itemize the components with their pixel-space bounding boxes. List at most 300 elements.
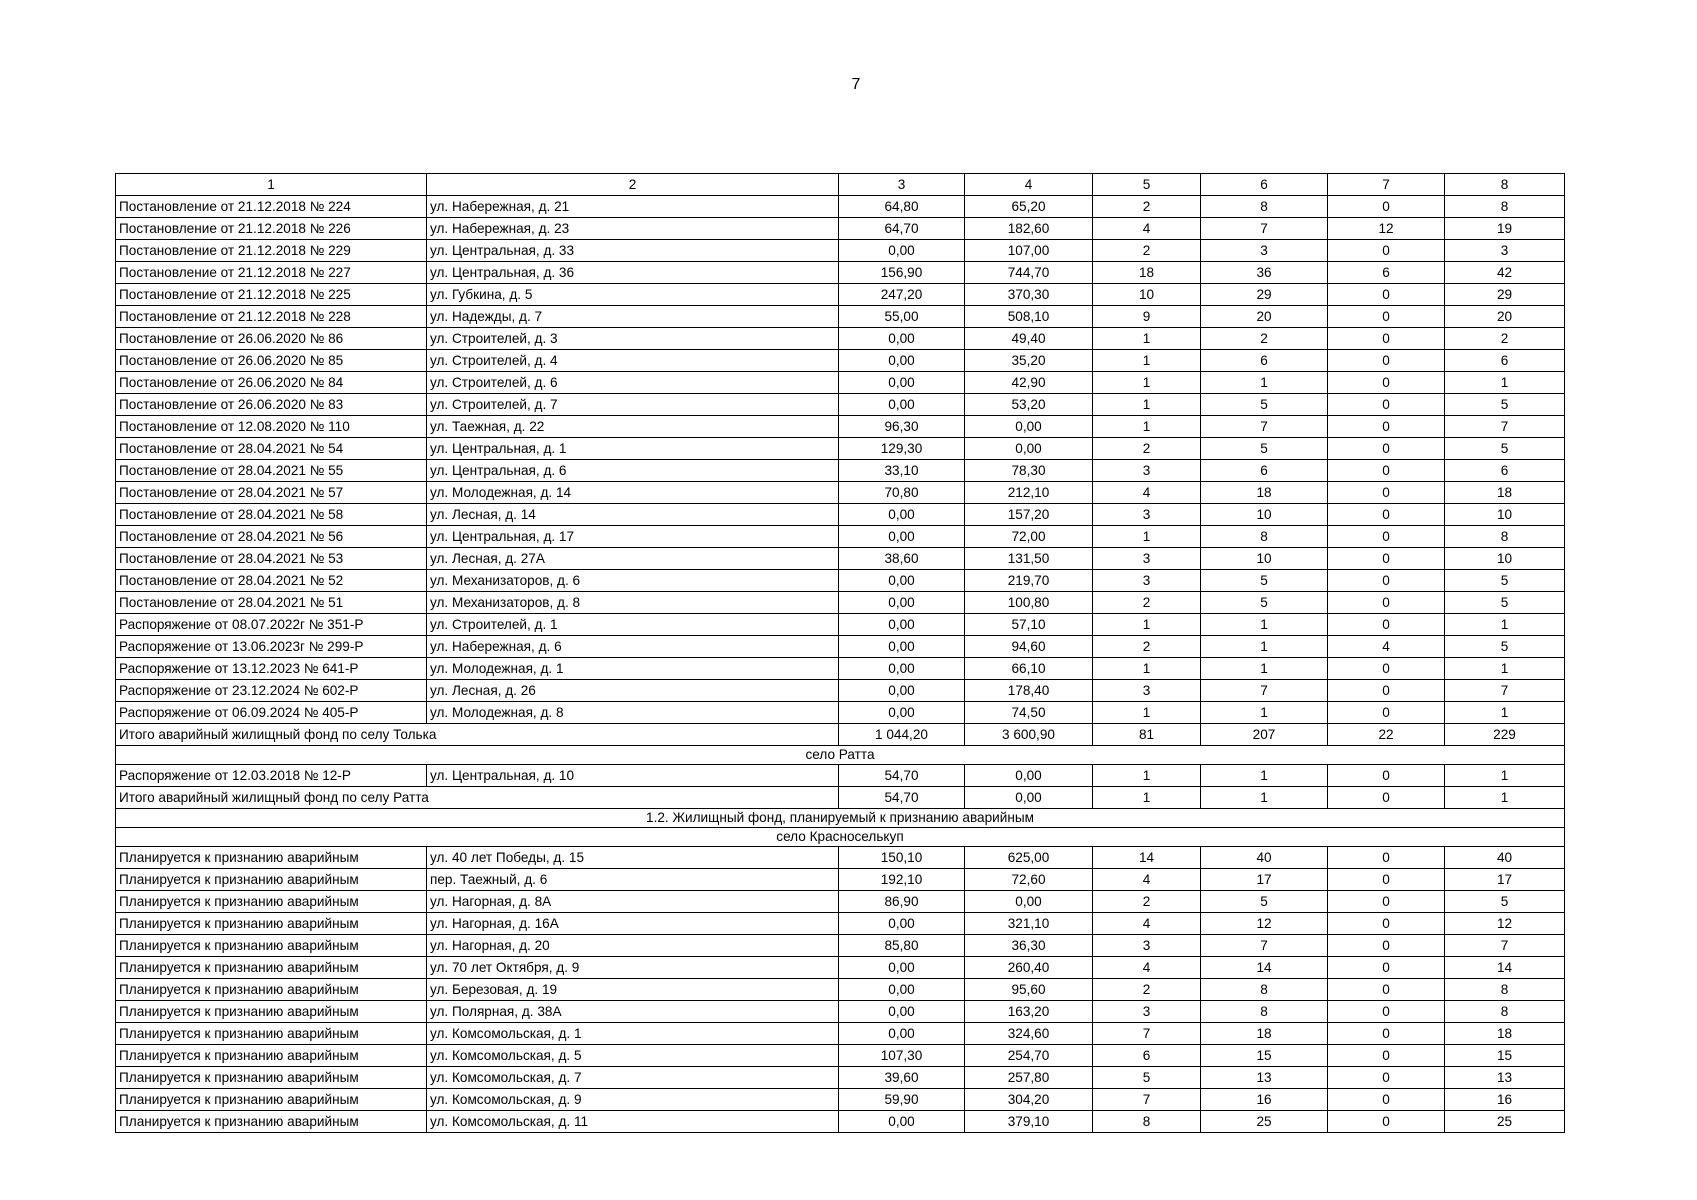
value-cell: 0,00: [839, 1111, 965, 1133]
document-cell: Планируется к признанию аварийным: [116, 1089, 427, 1111]
address-cell: ул. Центральная, д. 36: [427, 262, 839, 284]
document-cell: Планируется к признанию аварийным: [116, 1111, 427, 1133]
value-cell: 0,00: [839, 526, 965, 548]
value-cell: 0: [1328, 570, 1445, 592]
value-cell: 0,00: [839, 592, 965, 614]
housing-table: [115, 173, 1565, 1133]
table-row: [116, 680, 1565, 702]
total-label: Итого аварийный жилищный фонд по селу Толька: [116, 724, 839, 746]
value-cell: 8: [1445, 1001, 1565, 1023]
value-cell: 20: [1445, 306, 1565, 328]
value-cell: 2: [1093, 196, 1201, 218]
table-row: [116, 636, 1565, 658]
value-cell: 74,50: [965, 702, 1093, 724]
value-cell: 1: [1445, 658, 1565, 680]
value-cell: 0,00: [839, 680, 965, 702]
value-cell: 8: [1201, 979, 1328, 1001]
value-cell: 0: [1328, 1001, 1445, 1023]
value-cell: 8: [1445, 526, 1565, 548]
value-cell: 5: [1093, 1067, 1201, 1089]
value-cell: 7: [1201, 680, 1328, 702]
value-cell: 2: [1093, 438, 1201, 460]
page-number: 7: [851, 76, 861, 93]
address-cell: ул. Центральная, д. 17: [427, 526, 839, 548]
value-cell: 18: [1445, 482, 1565, 504]
value-cell: 0,00: [839, 394, 965, 416]
value-cell: 57,10: [965, 614, 1093, 636]
document-cell: Планируется к признанию аварийным: [116, 913, 427, 935]
document-cell: Постановление от 21.12.2018 № 225: [116, 284, 427, 306]
value-cell: 25: [1445, 1111, 1565, 1133]
value-cell: 0: [1328, 548, 1445, 570]
value-cell: 0: [1328, 350, 1445, 372]
value-cell: 321,10: [965, 913, 1093, 935]
value-cell: 10: [1201, 504, 1328, 526]
document-cell: Планируется к признанию аварийным: [116, 979, 427, 1001]
value-cell: 7: [1093, 1089, 1201, 1111]
table-row: [116, 1045, 1565, 1067]
document-cell: Постановление от 28.04.2021 № 52: [116, 570, 427, 592]
document-cell: Постановление от 28.04.2021 № 53: [116, 548, 427, 570]
total-value-cell: 1: [1445, 787, 1565, 809]
value-cell: 78,30: [965, 460, 1093, 482]
value-cell: 29: [1201, 284, 1328, 306]
value-cell: 1: [1445, 702, 1565, 724]
value-cell: 3: [1093, 504, 1201, 526]
value-cell: 0,00: [839, 328, 965, 350]
value-cell: 257,80: [965, 1067, 1093, 1089]
table-row: [116, 592, 1565, 614]
table-row: [116, 1111, 1565, 1133]
value-cell: 219,70: [965, 570, 1093, 592]
value-cell: 0,00: [839, 240, 965, 262]
value-cell: 0: [1328, 504, 1445, 526]
value-cell: 0: [1328, 847, 1445, 869]
section-title: село Красноселькуп: [116, 828, 1565, 847]
value-cell: 15: [1201, 1045, 1328, 1067]
table-row: [116, 350, 1565, 372]
value-cell: 33,10: [839, 460, 965, 482]
document-cell: Планируется к признанию аварийным: [116, 891, 427, 913]
value-cell: 0: [1328, 869, 1445, 891]
value-cell: 0,00: [839, 636, 965, 658]
address-cell: ул. Строителей, д. 3: [427, 328, 839, 350]
value-cell: 94,60: [965, 636, 1093, 658]
value-cell: 2: [1093, 636, 1201, 658]
value-cell: 16: [1445, 1089, 1565, 1111]
address-cell: ул. Нагорная, д. 8А: [427, 891, 839, 913]
table-row: [116, 504, 1565, 526]
address-cell: ул. Строителей, д. 4: [427, 350, 839, 372]
value-cell: 156,90: [839, 262, 965, 284]
total-value-cell: 81: [1093, 724, 1201, 746]
value-cell: 0: [1328, 765, 1445, 787]
address-cell: ул. 70 лет Октября, д. 9: [427, 957, 839, 979]
value-cell: 4: [1328, 636, 1445, 658]
section-title: село Ратта: [116, 746, 1565, 765]
value-cell: 38,60: [839, 548, 965, 570]
address-cell: ул. Механизаторов, д. 8: [427, 592, 839, 614]
document-cell: Постановление от 12.08.2020 № 110: [116, 416, 427, 438]
document-cell: Планируется к признанию аварийным: [116, 1023, 427, 1045]
value-cell: 7: [1201, 218, 1328, 240]
table-row: [116, 1089, 1565, 1111]
value-cell: 0: [1328, 957, 1445, 979]
address-cell: ул. Центральная, д. 1: [427, 438, 839, 460]
table-row: [116, 847, 1565, 869]
value-cell: 0: [1328, 1111, 1445, 1133]
value-cell: 744,70: [965, 262, 1093, 284]
value-cell: 0,00: [965, 416, 1093, 438]
address-cell: ул. Строителей, д. 6: [427, 372, 839, 394]
value-cell: 0: [1328, 891, 1445, 913]
value-cell: 0,00: [839, 702, 965, 724]
value-cell: 0: [1328, 460, 1445, 482]
table-row: [116, 935, 1565, 957]
column-number-cell: 3: [839, 174, 965, 196]
table-row: [116, 284, 1565, 306]
value-cell: 64,80: [839, 196, 965, 218]
section-row: [116, 746, 1565, 765]
table-row: [116, 1001, 1565, 1023]
total-value-cell: 1 044,20: [839, 724, 965, 746]
document-cell: Постановление от 21.12.2018 № 229: [116, 240, 427, 262]
total-row: [116, 787, 1565, 809]
value-cell: 29: [1445, 284, 1565, 306]
document-cell: Постановление от 21.12.2018 № 224: [116, 196, 427, 218]
address-cell: пер. Таежный, д. 6: [427, 869, 839, 891]
value-cell: 13: [1201, 1067, 1328, 1089]
address-cell: ул. Лесная, д. 26: [427, 680, 839, 702]
value-cell: 0: [1328, 1089, 1445, 1111]
total-value-cell: 0: [1328, 787, 1445, 809]
table-row: [116, 869, 1565, 891]
document-cell: Постановление от 28.04.2021 № 58: [116, 504, 427, 526]
value-cell: 182,60: [965, 218, 1093, 240]
total-value-cell: 0,00: [965, 787, 1093, 809]
value-cell: 10: [1445, 548, 1565, 570]
value-cell: 0,00: [839, 979, 965, 1001]
value-cell: 15: [1445, 1045, 1565, 1067]
address-cell: ул. Березовая, д. 19: [427, 979, 839, 1001]
value-cell: 36,30: [965, 935, 1093, 957]
value-cell: 5: [1445, 570, 1565, 592]
value-cell: 17: [1445, 869, 1565, 891]
value-cell: 1: [1201, 765, 1328, 787]
value-cell: 39,60: [839, 1067, 965, 1089]
value-cell: 16: [1201, 1089, 1328, 1111]
table-row: [116, 262, 1565, 284]
table-row: [116, 702, 1565, 724]
section-row: [116, 828, 1565, 847]
address-cell: ул. 40 лет Победы, д. 15: [427, 847, 839, 869]
value-cell: 304,20: [965, 1089, 1093, 1111]
address-cell: ул. Комсомольская, д. 7: [427, 1067, 839, 1089]
value-cell: 42,90: [965, 372, 1093, 394]
value-cell: 18: [1201, 482, 1328, 504]
value-cell: 5: [1445, 891, 1565, 913]
total-value-cell: 22: [1328, 724, 1445, 746]
value-cell: 3: [1201, 240, 1328, 262]
value-cell: 0,00: [839, 570, 965, 592]
table-row: [116, 913, 1565, 935]
value-cell: 3: [1093, 460, 1201, 482]
value-cell: 0,00: [839, 372, 965, 394]
value-cell: 1: [1093, 614, 1201, 636]
total-value-cell: 3 600,90: [965, 724, 1093, 746]
total-value-cell: 1: [1093, 787, 1201, 809]
value-cell: 1: [1093, 328, 1201, 350]
value-cell: 7: [1445, 416, 1565, 438]
value-cell: 0: [1328, 306, 1445, 328]
value-cell: 0: [1328, 394, 1445, 416]
value-cell: 18: [1445, 1023, 1565, 1045]
document-cell: Постановление от 26.06.2020 № 86: [116, 328, 427, 350]
value-cell: 0,00: [839, 1023, 965, 1045]
value-cell: 0: [1328, 614, 1445, 636]
value-cell: 19: [1445, 218, 1565, 240]
address-cell: ул. Набережная, д. 23: [427, 218, 839, 240]
table-row: [116, 218, 1565, 240]
address-cell: ул. Комсомольская, д. 9: [427, 1089, 839, 1111]
value-cell: 178,40: [965, 680, 1093, 702]
address-cell: ул. Набережная, д. 6: [427, 636, 839, 658]
value-cell: 14: [1201, 957, 1328, 979]
value-cell: 54,70: [839, 765, 965, 787]
value-cell: 64,70: [839, 218, 965, 240]
value-cell: 14: [1445, 957, 1565, 979]
value-cell: 150,10: [839, 847, 965, 869]
address-cell: ул. Полярная, д. 38А: [427, 1001, 839, 1023]
value-cell: 8: [1201, 196, 1328, 218]
value-cell: 129,30: [839, 438, 965, 460]
value-cell: 42: [1445, 262, 1565, 284]
table-row: [116, 482, 1565, 504]
value-cell: 7: [1201, 935, 1328, 957]
value-cell: 95,60: [965, 979, 1093, 1001]
value-cell: 107,30: [839, 1045, 965, 1067]
address-cell: ул. Комсомольская, д. 5: [427, 1045, 839, 1067]
value-cell: 2: [1093, 891, 1201, 913]
document-cell: Распоряжение от 12.03.2018 № 12-Р: [116, 765, 427, 787]
document-cell: Планируется к признанию аварийным: [116, 1045, 427, 1067]
value-cell: 0: [1328, 284, 1445, 306]
value-cell: 1: [1445, 614, 1565, 636]
total-label: Итого аварийный жилищный фонд по селу Ратта: [116, 787, 839, 809]
table-row: [116, 891, 1565, 913]
value-cell: 5: [1201, 570, 1328, 592]
address-cell: ул. Нагорная, д. 16А: [427, 913, 839, 935]
value-cell: 18: [1093, 262, 1201, 284]
value-cell: 0: [1328, 482, 1445, 504]
value-cell: 131,50: [965, 548, 1093, 570]
value-cell: 324,60: [965, 1023, 1093, 1045]
value-cell: 53,20: [965, 394, 1093, 416]
value-cell: 1: [1093, 372, 1201, 394]
column-number-cell: 7: [1328, 174, 1445, 196]
value-cell: 0: [1328, 1067, 1445, 1089]
table-row: [116, 614, 1565, 636]
value-cell: 0,00: [839, 504, 965, 526]
value-cell: 625,00: [965, 847, 1093, 869]
document-cell: Постановление от 28.04.2021 № 54: [116, 438, 427, 460]
value-cell: 379,10: [965, 1111, 1093, 1133]
value-cell: 72,60: [965, 869, 1093, 891]
value-cell: 0: [1328, 372, 1445, 394]
value-cell: 4: [1093, 957, 1201, 979]
address-cell: ул. Надежды, д. 7: [427, 306, 839, 328]
value-cell: 0: [1328, 526, 1445, 548]
table-row: [116, 1067, 1565, 1089]
value-cell: 0,00: [839, 350, 965, 372]
table-row: [116, 438, 1565, 460]
value-cell: 157,20: [965, 504, 1093, 526]
value-cell: 107,00: [965, 240, 1093, 262]
total-value-cell: 1: [1201, 787, 1328, 809]
column-number-cell: 2: [427, 174, 839, 196]
value-cell: 40: [1445, 847, 1565, 869]
value-cell: 3: [1093, 1001, 1201, 1023]
value-cell: 1: [1201, 372, 1328, 394]
value-cell: 260,40: [965, 957, 1093, 979]
value-cell: 0: [1328, 1045, 1445, 1067]
table-row: [116, 658, 1565, 680]
value-cell: 0: [1328, 680, 1445, 702]
value-cell: 2: [1093, 240, 1201, 262]
value-cell: 6: [1201, 350, 1328, 372]
value-cell: 0: [1328, 328, 1445, 350]
value-cell: 1: [1093, 416, 1201, 438]
value-cell: 0,00: [839, 658, 965, 680]
total-value-cell: 229: [1445, 724, 1565, 746]
value-cell: 1: [1093, 394, 1201, 416]
value-cell: 1: [1093, 526, 1201, 548]
total-value-cell: 54,70: [839, 787, 965, 809]
value-cell: 6: [1328, 262, 1445, 284]
value-cell: 0: [1328, 935, 1445, 957]
column-number-cell: 5: [1093, 174, 1201, 196]
document-cell: Планируется к признанию аварийным: [116, 935, 427, 957]
value-cell: 5: [1201, 891, 1328, 913]
table-row: [116, 196, 1565, 218]
value-cell: 20: [1201, 306, 1328, 328]
value-cell: 12: [1445, 913, 1565, 935]
address-cell: ул. Таежная, д. 22: [427, 416, 839, 438]
document-cell: Постановление от 26.06.2020 № 84: [116, 372, 427, 394]
value-cell: 2: [1445, 328, 1565, 350]
address-cell: ул. Строителей, д. 1: [427, 614, 839, 636]
value-cell: 1: [1445, 765, 1565, 787]
value-cell: 1: [1201, 702, 1328, 724]
value-cell: 0,00: [839, 957, 965, 979]
value-cell: 14: [1093, 847, 1201, 869]
address-cell: ул. Комсомольская, д. 1: [427, 1023, 839, 1045]
value-cell: 4: [1093, 482, 1201, 504]
value-cell: 0: [1328, 658, 1445, 680]
value-cell: 40: [1201, 847, 1328, 869]
value-cell: 8: [1201, 526, 1328, 548]
value-cell: 12: [1201, 913, 1328, 935]
value-cell: 1: [1445, 372, 1565, 394]
document-cell: Планируется к признанию аварийным: [116, 1067, 427, 1089]
value-cell: 0,00: [839, 913, 965, 935]
value-cell: 65,20: [965, 196, 1093, 218]
value-cell: 5: [1445, 636, 1565, 658]
value-cell: 3: [1093, 570, 1201, 592]
value-cell: 3: [1093, 548, 1201, 570]
value-cell: 10: [1093, 284, 1201, 306]
value-cell: 3: [1093, 680, 1201, 702]
document-cell: Постановление от 21.12.2018 № 228: [116, 306, 427, 328]
value-cell: 13: [1445, 1067, 1565, 1089]
value-cell: 0: [1328, 592, 1445, 614]
value-cell: 66,10: [965, 658, 1093, 680]
address-cell: ул. Молодежная, д. 14: [427, 482, 839, 504]
value-cell: 0,00: [839, 614, 965, 636]
column-number-cell: 1: [116, 174, 427, 196]
value-cell: 0,00: [965, 438, 1093, 460]
address-cell: ул. Лесная, д. 14: [427, 504, 839, 526]
table-row: [116, 1023, 1565, 1045]
value-cell: 35,20: [965, 350, 1093, 372]
table-row: [116, 306, 1565, 328]
table-row: [116, 570, 1565, 592]
document-cell: Постановление от 21.12.2018 № 227: [116, 262, 427, 284]
total-row: [116, 724, 1565, 746]
address-cell: ул. Комсомольская, д. 11: [427, 1111, 839, 1133]
table-row: [116, 979, 1565, 1001]
value-cell: 6: [1445, 460, 1565, 482]
value-cell: 96,30: [839, 416, 965, 438]
value-cell: 5: [1445, 592, 1565, 614]
value-cell: 3: [1445, 240, 1565, 262]
value-cell: 2: [1093, 979, 1201, 1001]
value-cell: 72,00: [965, 526, 1093, 548]
document-cell: Постановление от 28.04.2021 № 57: [116, 482, 427, 504]
document-cell: Распоряжение от 06.09.2024 № 405-Р: [116, 702, 427, 724]
address-cell: ул. Губкина, д. 5: [427, 284, 839, 306]
value-cell: 5: [1201, 438, 1328, 460]
table-row: [116, 394, 1565, 416]
document-cell: Постановление от 28.04.2021 № 55: [116, 460, 427, 482]
value-cell: 9: [1093, 306, 1201, 328]
value-cell: 5: [1201, 394, 1328, 416]
value-cell: 0,00: [965, 891, 1093, 913]
value-cell: 4: [1093, 913, 1201, 935]
table-row: [116, 765, 1565, 787]
document-cell: Постановление от 26.06.2020 № 83: [116, 394, 427, 416]
value-cell: 1: [1093, 765, 1201, 787]
address-cell: ул. Лесная, д. 27А: [427, 548, 839, 570]
value-cell: 7: [1445, 935, 1565, 957]
table-row: [116, 372, 1565, 394]
value-cell: 1: [1201, 636, 1328, 658]
document-cell: Постановление от 28.04.2021 № 56: [116, 526, 427, 548]
document-cell: Планируется к признанию аварийным: [116, 869, 427, 891]
value-cell: 1: [1093, 658, 1201, 680]
value-cell: 4: [1093, 869, 1201, 891]
value-cell: 17: [1201, 869, 1328, 891]
value-cell: 8: [1201, 1001, 1328, 1023]
value-cell: 2: [1201, 328, 1328, 350]
column-number-cell: 4: [965, 174, 1093, 196]
value-cell: 4: [1093, 218, 1201, 240]
value-cell: 70,80: [839, 482, 965, 504]
value-cell: 7: [1201, 416, 1328, 438]
value-cell: 370,30: [965, 284, 1093, 306]
table-row: [116, 548, 1565, 570]
address-cell: ул. Молодежная, д. 8: [427, 702, 839, 724]
